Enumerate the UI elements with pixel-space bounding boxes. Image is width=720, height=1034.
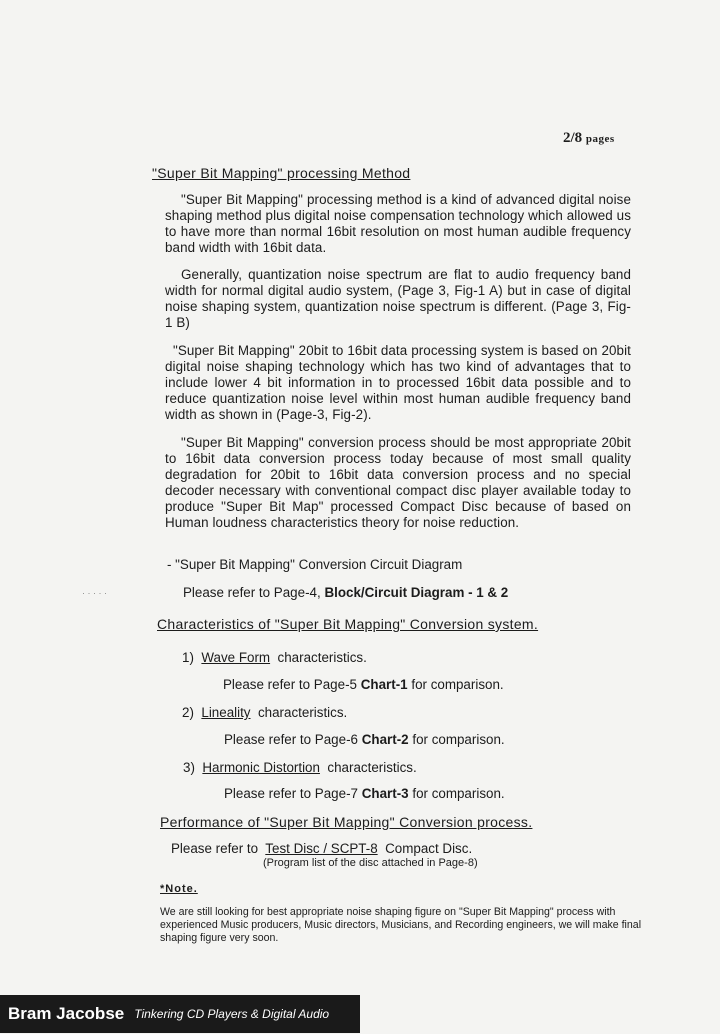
characteristic-item-1 — [182, 650, 367, 665]
ref-suffix: for comparison. — [412, 786, 505, 801]
ref-suffix: for comparison. — [412, 732, 505, 747]
characteristic-item-3 — [183, 760, 417, 775]
performance-reference — [171, 841, 472, 856]
diagram-ref-bold: Block/Circuit Diagram - 1 & 2 — [324, 585, 509, 600]
test-disc-name: Test Disc / SCPT-8 — [265, 841, 378, 856]
characteristic-ref-3 — [224, 786, 505, 801]
item-suffix: characteristics. — [277, 650, 367, 665]
item-number: 1) — [182, 650, 194, 665]
note-text: We are still looking for best appropriate noise shaping figure on "Super Bit Mapping" process with experienced Music producers, Music directors, Musicians, and Recording engineers, we will make final shaping figure very soon. — [160, 906, 642, 944]
ref-suffix: for comparison. — [411, 677, 504, 692]
paragraph-3: "Super Bit Mapping" 20bit to 16bit data processing system is based on 20bit digital noise shaping technology which has two kind of advantages that to include lower 4 bit information in to processed 16bit data possible and to reduce quantization noise level within most human audible frequency band width as shown in (Page-3, Fig-2). — [165, 343, 631, 422]
ref-prefix: Please refer to Page-7 — [224, 786, 358, 801]
section-heading-method: "Super Bit Mapping" processing Method — [152, 165, 411, 181]
characteristic-item-2 — [182, 705, 347, 720]
paragraph-4: "Super Bit Mapping" conversion process should be most appropriate 20bit to 16bit data conversion process today because of most small quality degradation for 20bit to 16bit data conversion process and no special decoder necessary with conventional compact disc player available today to produce "Super Bit Map" processed Compact Disc because of based on Human loudness characteristics theory for noise reduction. — [165, 435, 631, 530]
perf-ref-suffix: Compact Disc. — [385, 841, 473, 856]
diagram-line: - "Super Bit Mapping" Conversion Circuit Diagram — [167, 557, 463, 572]
item-number: 2) — [182, 705, 194, 720]
item-name: Harmonic Distortion — [202, 760, 320, 775]
page-number-label: pages — [585, 133, 615, 145]
page-number-value: 2/8 — [563, 130, 583, 146]
footer-name: Bram Jacobse — [8, 1004, 125, 1023]
item-suffix: characteristics. — [257, 705, 348, 720]
program-list-note: (Program list of the disc attached in Page-8) — [263, 857, 478, 869]
item-number: 3) — [183, 760, 195, 775]
perf-ref-prefix: Please refer to — [171, 841, 259, 856]
paragraph-1: "Super Bit Mapping" processing method is a kind of advanced digital noise shaping method plus digital noise compensation technology which allowed us to have more than normal 16bit resolution on most human audible frequency band width with 16bit data. — [165, 192, 631, 255]
footer-banner — [0, 995, 360, 1033]
ref-chart: Chart-1 — [360, 677, 408, 692]
ref-prefix: Please refer to Page-6 — [224, 732, 358, 747]
characteristic-ref-2 — [224, 732, 505, 747]
item-name: Wave Form — [201, 650, 271, 665]
page-number — [563, 130, 615, 147]
item-suffix: characteristics. — [327, 760, 417, 775]
characteristic-ref-1 — [223, 677, 504, 692]
footer-tagline: Tinkering CD Players & Digital Audio — [134, 1007, 330, 1021]
ref-prefix: Please refer to Page-5 — [223, 677, 357, 692]
paragraph-2: Generally, quantization noise spectrum are flat to audio frequency band width for normal digital audio system, (Page 3, Fig-1 A) but in case of digital noise shaping system, quantization noise spectrum is different. (Page 3, Fig-1 B) — [165, 267, 631, 330]
ref-chart: Chart-3 — [361, 786, 409, 801]
section-heading-characteristics: Characteristics of "Super Bit Mapping" Conversion system. — [157, 616, 539, 632]
ref-chart: Chart-2 — [361, 732, 409, 747]
section-heading-performance: Performance of "Super Bit Mapping" Conversion process. — [160, 814, 533, 830]
item-name: Lineality — [201, 705, 251, 720]
scan-speck: · · · · · — [82, 588, 107, 598]
note-title: *Note. — [160, 883, 198, 895]
diagram-ref-prefix: Please refer to Page-4, — [183, 585, 321, 600]
diagram-reference — [183, 585, 508, 600]
